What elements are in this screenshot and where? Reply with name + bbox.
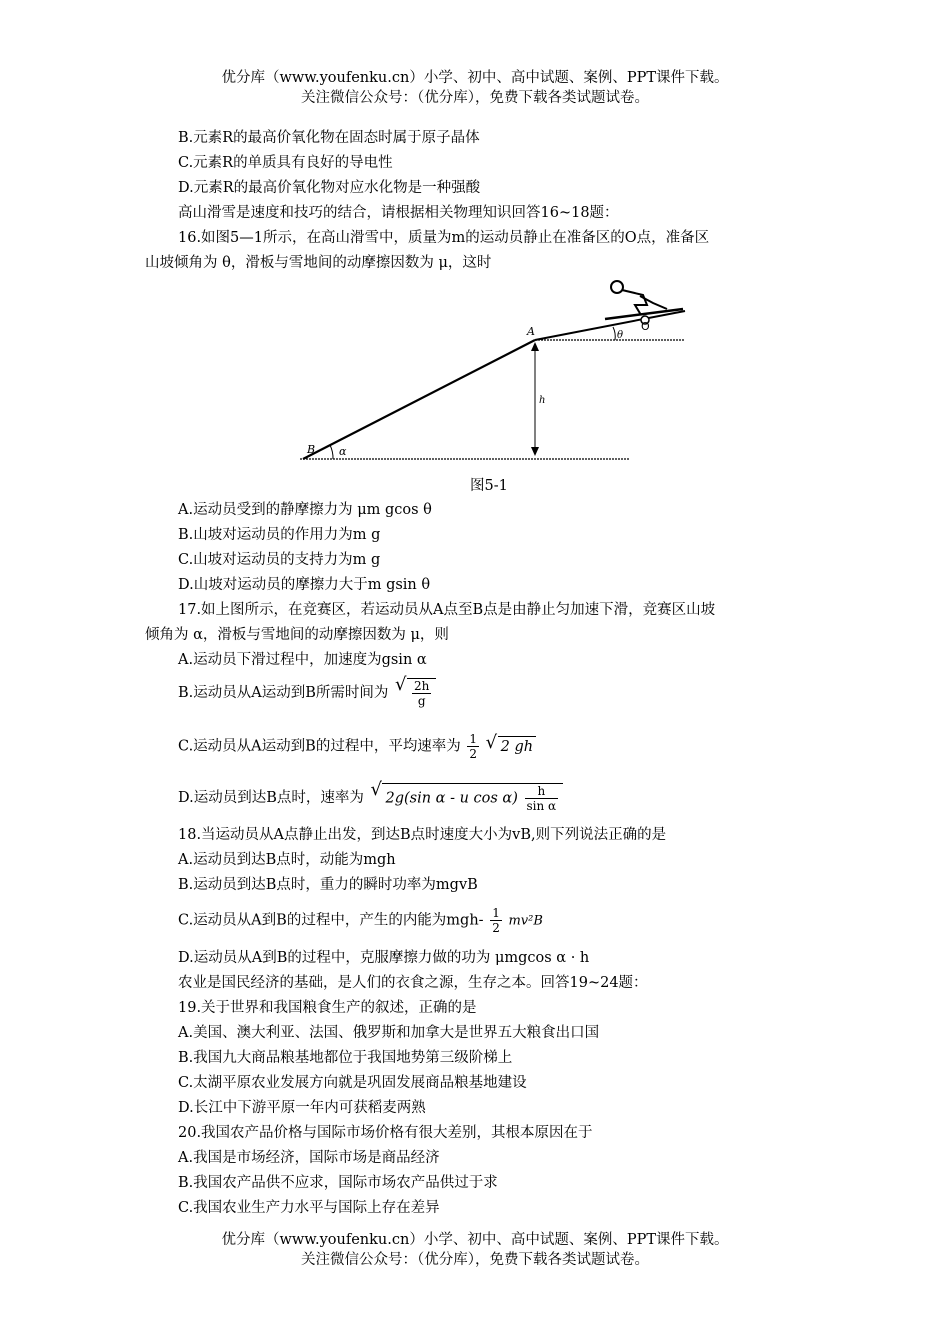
footer-line-1: 优分库（www.youfenku.cn）小学、初中、高中试题、案例、PPT课件下载。: [221, 1232, 729, 1248]
q17-option-d-text: D.运动员到达B点时，速率为: [178, 790, 364, 806]
q19-option-a: A.美国、澳大利亚、法国、俄罗斯和加拿大是世界五大粮食出口国: [178, 1025, 600, 1041]
q18-c-tail: mv²B: [508, 913, 543, 929]
q20-option-c: C.我国农业生产力水平与国际上存在差异: [178, 1200, 440, 1216]
q17-option-c: [178, 732, 536, 761]
q19-option-d: D.长江中下游平原一年内可获稻麦两熟: [178, 1100, 426, 1116]
page-header: [0, 68, 950, 108]
q20-option-b: B.我国农产品供不应求，国际市场农产品供过于求: [178, 1175, 498, 1191]
q17-c-root: √ 2 gh: [498, 736, 536, 757]
q17-d-num: h: [525, 784, 559, 799]
label-alpha: α: [339, 445, 347, 458]
q18-option-a: A.运动员到达B点时，动能为mgh: [178, 852, 396, 868]
q17-stem-line-1: 17.如上图所示，在竞赛区，若运动员从A点至B点是由静止匀加速下滑，竞赛区山坡: [178, 602, 716, 618]
label-a: A: [527, 325, 535, 338]
label-b: B: [307, 443, 316, 456]
header-line-2: 关注微信公众号：（优分库），免费下载各类试题试卷。: [301, 90, 649, 106]
q17-b-den: g: [417, 694, 426, 708]
q16-option-b: B.山坡对运动员的作用力为m g: [178, 527, 381, 543]
q18-option-c-text: C.运动员从A到B的过程中，产生的内能为mgh-: [178, 912, 484, 929]
ski-slope-figure: [295, 275, 690, 470]
label-theta: θ: [617, 330, 624, 341]
q17-d-root: [382, 783, 563, 813]
q15-option-b: B.元素R的最高价氧化物在固态时属于原子晶体: [178, 130, 480, 146]
q16-stem-line-2: 山坡倾角为 θ，滑板与雪地间的动摩擦因数为 μ，这时: [145, 255, 492, 271]
q18-c-num: 1: [492, 906, 500, 920]
q17-b-num: √ 2h: [414, 679, 430, 693]
q18-option-d: D.运动员从A到B的过程中，克服摩擦力做的功为 μmgcos α · h: [178, 950, 590, 966]
q20-option-a: A.我国是市场经济，国际市场是商品经济: [178, 1150, 440, 1166]
label-h: h: [539, 395, 546, 406]
q19-option-b: B.我国九大商品粮基地都位于我国地势第三级阶梯上: [178, 1050, 513, 1066]
q17-stem-line-2: 倾角为 α，滑板与雪地间的动摩擦因数为 μ，则: [145, 627, 449, 643]
q18-c-den: 2: [492, 921, 500, 935]
q17-option-c-text: C.运动员从A运动到B的过程中，平均速率为: [178, 738, 461, 755]
q20-stem: 20.我国农产品价格与国际市场价格有很大差别，其根本原因在于: [178, 1125, 593, 1141]
header-line-1: 优分库（www.youfenku.cn）小学、初中、高中试题、案例、PPT课件下载。: [221, 70, 729, 86]
q19-stem: 19.关于世界和我国粮食生产的叙述，正确的是: [178, 1000, 477, 1016]
q19-option-c: C.太湖平原农业发展方向就是巩固发展商品粮基地建设: [178, 1075, 527, 1091]
q17-option-b-text: B.运动员从A运动到B所需时间为: [178, 685, 389, 701]
q17-c-num: 1: [469, 732, 478, 746]
footer-line-2: 关注微信公众号：（优分库），免费下载各类试题试卷。: [301, 1252, 649, 1268]
q17-c-den: 2: [469, 747, 478, 761]
q17-d-den: sin α: [526, 799, 557, 813]
q17-option-a: A.运动员下滑过程中，加速度为gsin α: [178, 652, 427, 668]
q18-stem: 18.当运动员从A点静止出发，到达B点时速度大小为vB,则下列说法正确的是: [178, 827, 667, 843]
q16-option-d: D.山坡对运动员的摩擦力大于m gsin θ: [178, 577, 431, 593]
q16-option-a: A.运动员受到的静摩擦力为 μm gcos θ: [178, 502, 432, 518]
q18-option-b: B.运动员到达B点时，重力的瞬时功率为mgvB: [178, 877, 478, 893]
q17-b-root: [407, 678, 436, 708]
q16-option-c: C.山坡对运动员的支持力为m g: [178, 552, 381, 568]
figure-caption: 图5-1: [470, 478, 508, 494]
q16-stem-line-1: 16.如图5—1所示，在高山滑雪中，质量为m的运动员静止在准备区的O点，准备区: [178, 230, 710, 246]
page-footer: [0, 1230, 950, 1270]
label-o: O: [641, 320, 650, 333]
section-intro-physics: 高山滑雪是速度和技巧的结合，请根据相关物理知识回答16~18题：: [178, 205, 619, 221]
section-intro-agriculture: 农业是国民经济的基础，是人们的衣食之源，生存之本。回答19~24题：: [178, 975, 648, 991]
q17-option-b: [178, 678, 436, 708]
q15-option-d: D.元素R的最高价氧化物对应水化物是一种强酸: [178, 180, 481, 196]
q15-option-c: C.元素R的单质具有良好的导电性: [178, 155, 393, 171]
q18-option-c: [178, 906, 543, 935]
q17-d-root-expr: 2g(sin α - u cos α): [385, 790, 518, 807]
q17-option-d: [178, 783, 563, 813]
skier-icon: [605, 281, 683, 324]
